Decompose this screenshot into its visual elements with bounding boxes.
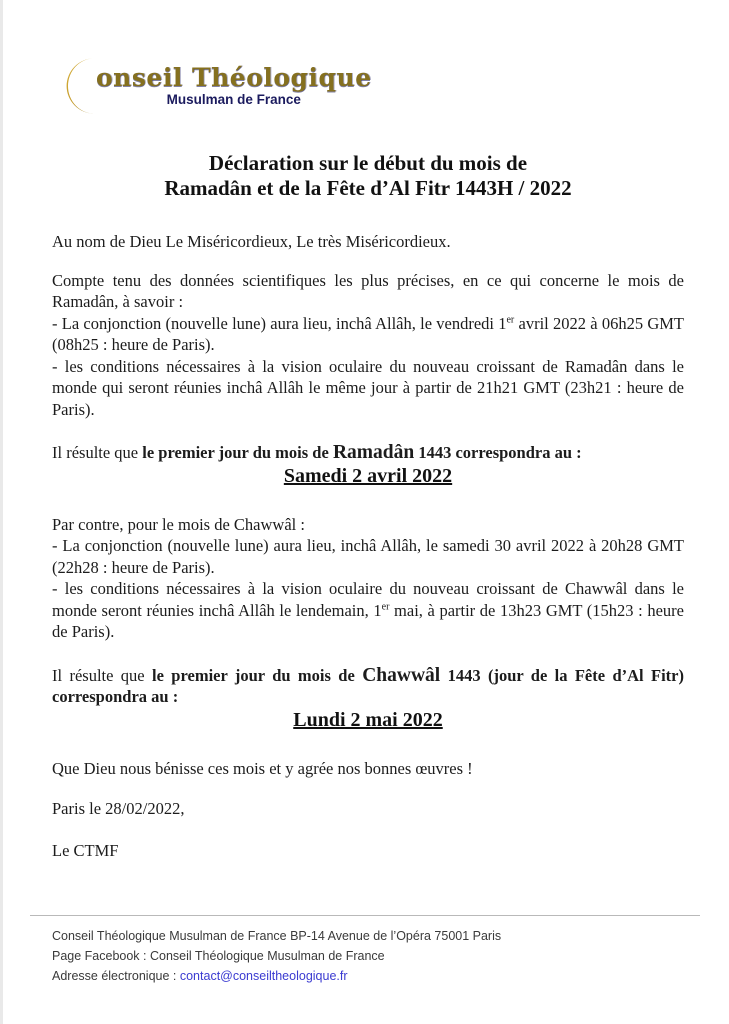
result1-tail: 1443 correspondra au :: [414, 443, 582, 462]
footer-email-line: [52, 966, 684, 986]
basmala-line: Au nom de Dieu Le Miséricordieux, Le très Miséricordieux.: [52, 232, 451, 251]
ramadan-result-line: [52, 442, 684, 464]
footer-divider: [30, 915, 700, 916]
email-link[interactable]: contact@conseiltheologique.fr: [179, 969, 348, 983]
fitr-date: Lundi 2 mai 2022: [293, 708, 443, 731]
result2-bold: le premier jour du mois de: [152, 665, 363, 685]
chawwal-conjunction-item: - La conjonction (nouvelle lune) aura lieu, inchâ Allâh, le samedi 30 avril 2022 à 20h28 GMT (22h28 : heure de Paris).: [52, 536, 684, 577]
result2-prefix: Il résulte que: [52, 665, 153, 685]
footer-address-line: Conseil Théologique Musulman de France BP-14 Avenue de l’Opéra 75001 Paris: [52, 929, 502, 943]
document-body: [52, 231, 684, 861]
chawwal-vision-item: [52, 578, 684, 643]
chawwal-intro-line: Par contre, pour le mois de Chawwâl :: [52, 514, 305, 534]
intro-paragraph: Compte tenu des données scientifiques les plus précises, en ce qui concerne le mois de Ramadân, à savoir :: [52, 270, 684, 311]
footer: [52, 926, 684, 986]
chawwal-result-line: [52, 665, 684, 708]
footer-facebook-line: Page Facebook : Conseil Théologique Musulman de France: [52, 949, 385, 963]
logo-text: [96, 65, 372, 107]
place-and-date: Paris le 28/02/2022,: [52, 799, 185, 818]
ordinal-superscript: er: [506, 314, 515, 325]
document-title: [52, 151, 684, 201]
closing-blessing: Que Dieu nous bénisse ces mois et y agrée nos bonnes œuvres !: [52, 758, 473, 778]
logo-title: onseil Théologique: [96, 63, 372, 92]
page-edge-shadow: [0, 0, 3, 1024]
signature: Le CTMF: [52, 840, 119, 860]
chawwal-vision-text: - les conditions nécessaires à la vision oculaire du nouveau croissant de Chawwâl dans le monde seront réunies inchâ Allâh le lendemain, 1: [52, 579, 684, 620]
result2-tail: 1443 (jour de la Fête d’Al Fitr) correspondra au :: [52, 665, 684, 706]
logo-subtitle: Musulman de France: [166, 92, 301, 107]
ramadan-conjunction-text-cont: avril 2022 à 06h25 GMT (08h25 : heure de Paris).: [52, 313, 684, 354]
ramadan-conjunction-text: - La conjonction (nouvelle lune) aura lieu, inchâ Allâh, le vendredi 1: [52, 313, 507, 333]
result1-month-name: Ramadân: [332, 442, 415, 463]
result1-bold: le premier jour du mois de: [142, 443, 333, 462]
ramadan-conjunction-item: [52, 313, 684, 356]
result2-month-name: Chawwâl: [362, 664, 441, 686]
document-title-line2: Ramadân et de la Fête d’Al Fitr 1443H / 2022: [164, 176, 572, 200]
ctmf-logo: [62, 55, 684, 117]
footer-email-label: Adresse électronique :: [52, 969, 180, 983]
chawwal-vision-text-cont: mai, à partir de 13h23 GMT (15h23 : heure de Paris).: [52, 600, 684, 641]
ordinal-superscript-2: er: [381, 601, 390, 612]
ramadan-start-date: Samedi 2 avril 2022: [283, 464, 453, 487]
result1-prefix: Il résulte que: [52, 443, 143, 462]
document-title-line1: Déclaration sur le début du mois de: [208, 151, 528, 175]
crescent-moon-icon: [62, 56, 100, 116]
ramadan-vision-item: - les conditions nécessaires à la vision oculaire du nouveau croissant de Ramadân dans le monde qui seront réunies inchâ Allâh le même jour à partir de 21h21 GMT (23h21 : heure de Paris).: [52, 356, 684, 419]
